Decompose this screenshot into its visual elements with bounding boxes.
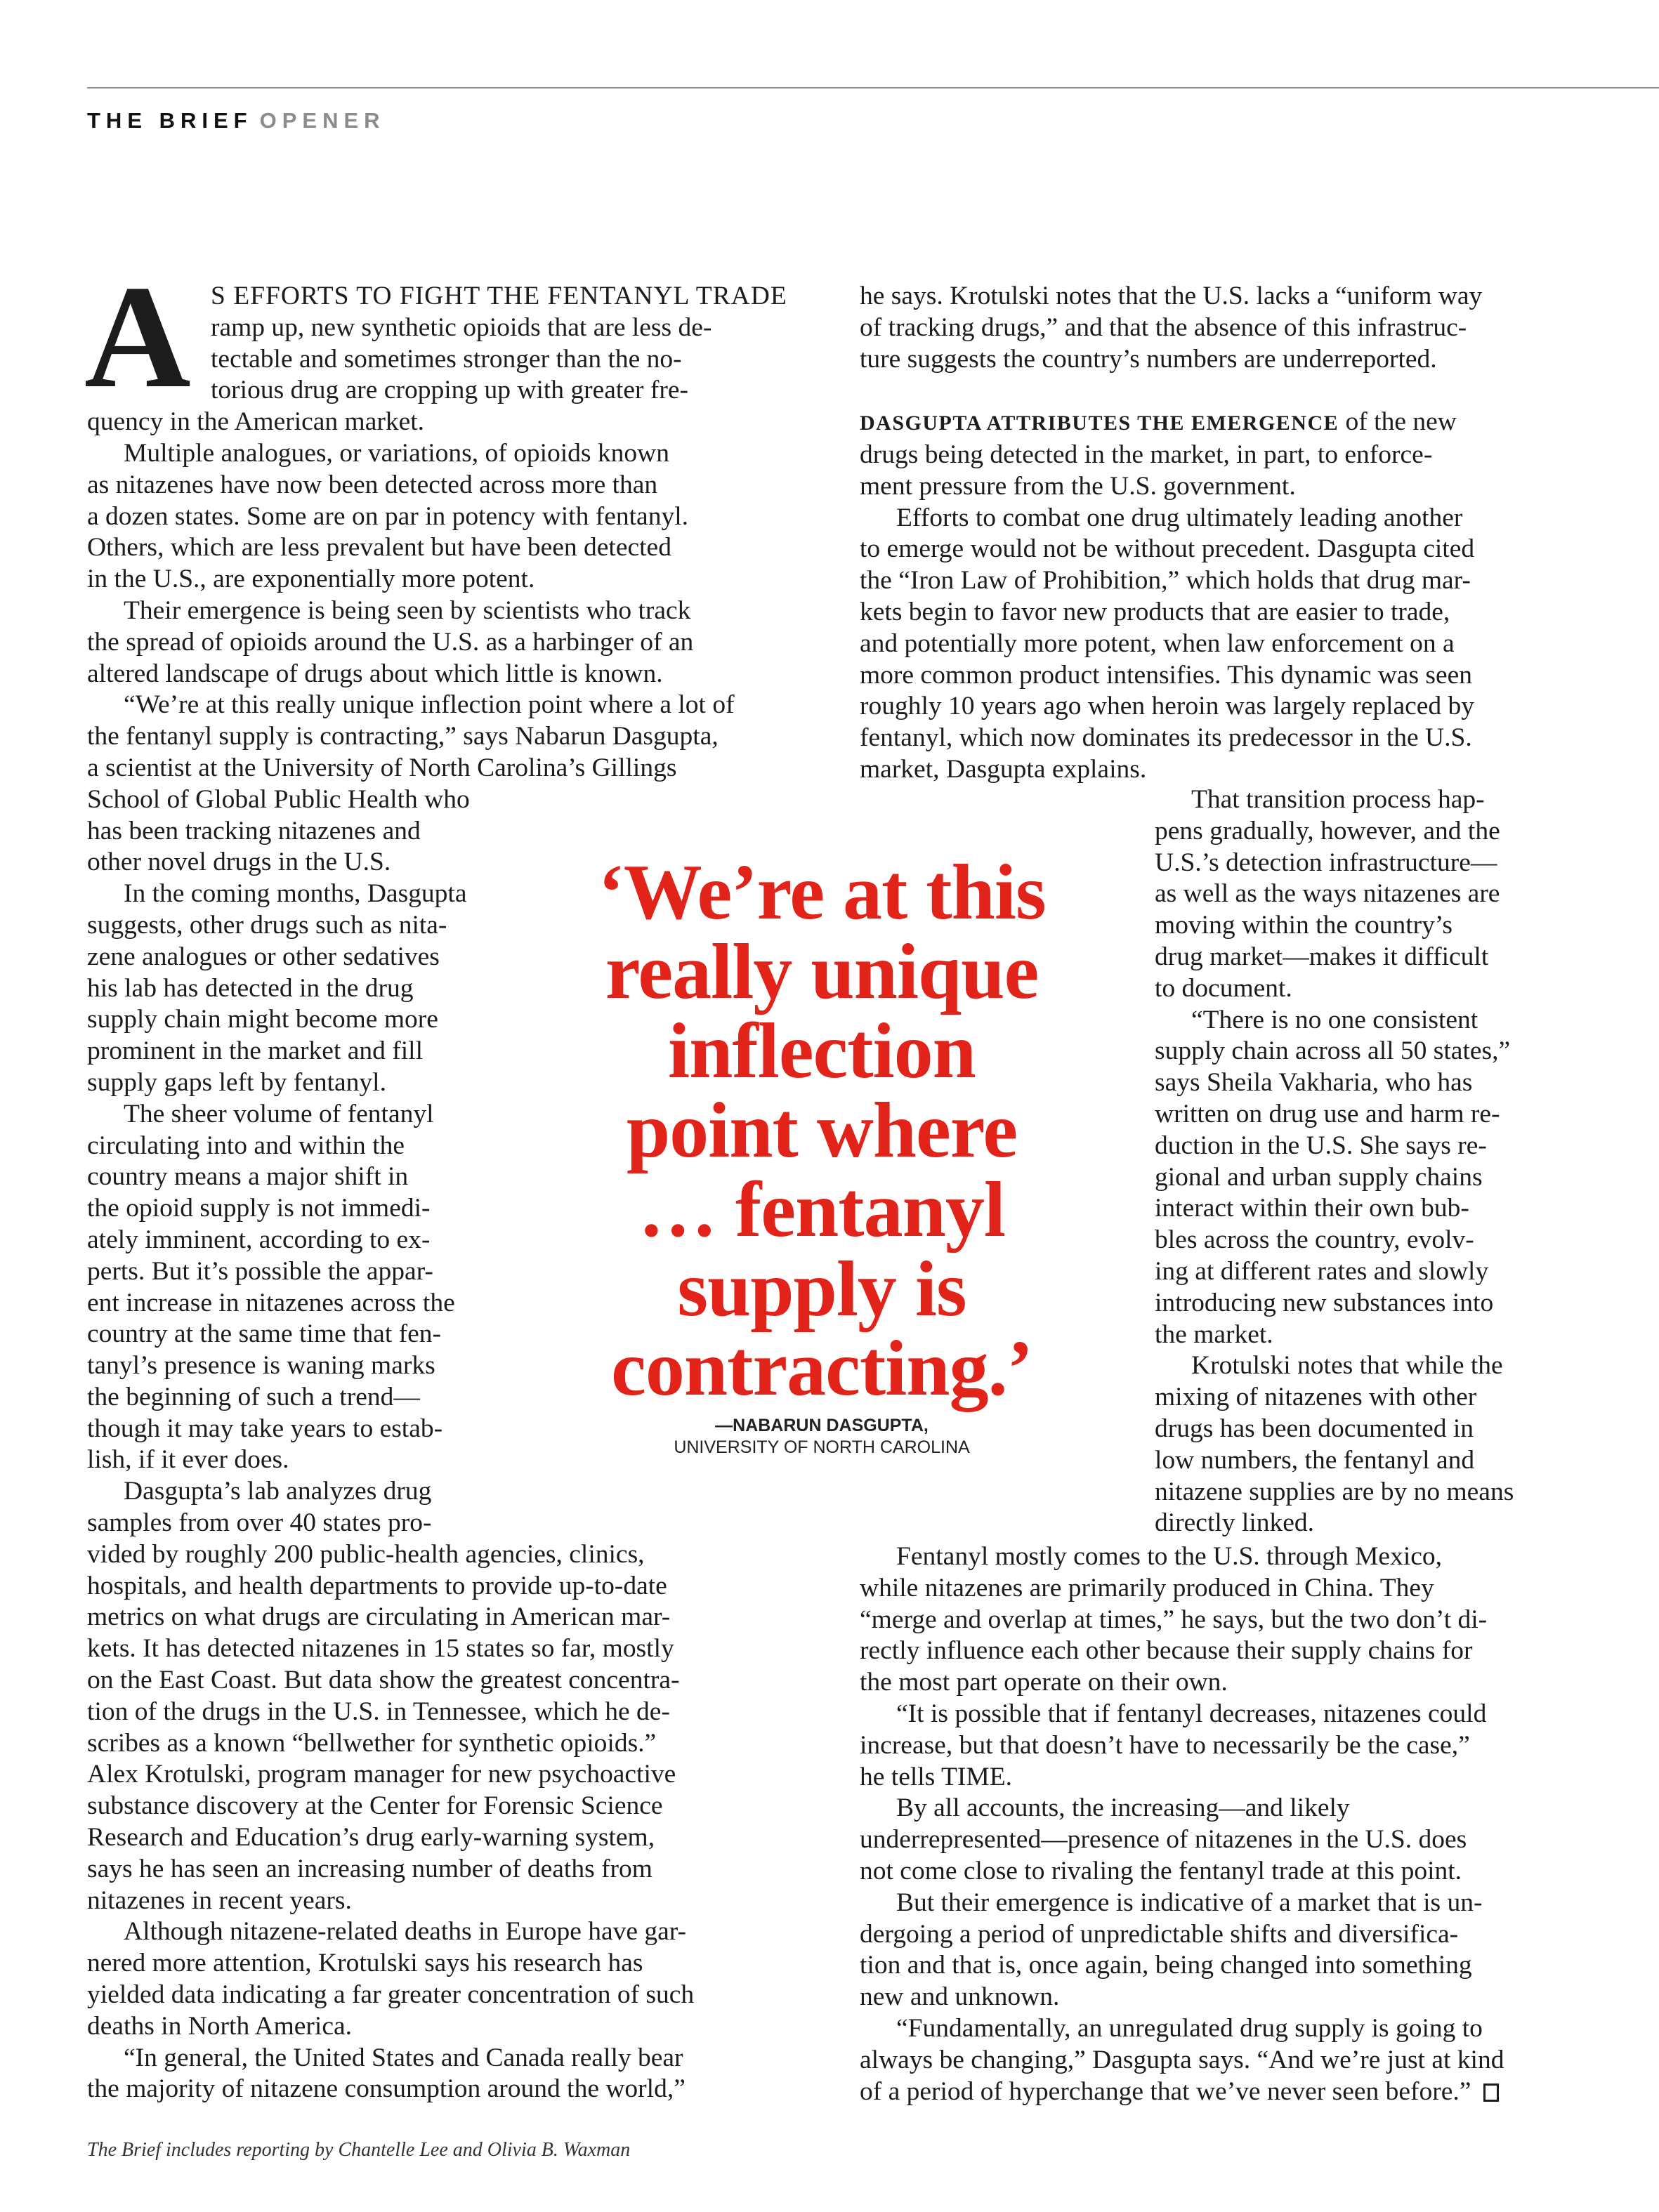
section-subtitle: OPENER xyxy=(259,108,386,133)
pull-quote-line: really unique xyxy=(605,928,1039,1015)
text-line: to document. xyxy=(1155,973,1292,1003)
col2-paragraph-3 xyxy=(860,503,1576,786)
text-line: ramp up, new synthetic opioids that are less de- xyxy=(211,312,712,342)
text-line: in the U.S., are exponentially more potent. xyxy=(87,565,535,594)
col2-paragraph-8 xyxy=(860,2013,1576,2107)
text-line: “It is possible that if fentanyl decreases, nitazenes could xyxy=(896,1699,1487,1728)
end-mark-icon xyxy=(1483,2083,1499,2102)
text-line: the spread of opioids around the U.S. as a harbinger of an xyxy=(87,627,694,657)
text-line: S EFFORTS TO FIGHT THE FENTANYL TRADE xyxy=(211,282,787,310)
text-line: But their emergence is indicative of a market that is un- xyxy=(896,1888,1483,1917)
text-line: tanyl’s presence is waning marks xyxy=(87,1351,435,1381)
section-header xyxy=(87,108,386,133)
text-line: new and unknown. xyxy=(860,1982,1060,2012)
text-line: not come close to rivaling the fentanyl trade at this point. xyxy=(860,1856,1462,1885)
text-line: By all accounts, the increasing—and likely xyxy=(896,1793,1350,1823)
text-line: underrepresented—presence of nitazenes in the U.S. does xyxy=(860,1825,1467,1855)
text-line: “There is no one consistent xyxy=(1191,1005,1478,1034)
text-line: interact within their own bub- xyxy=(1155,1194,1469,1223)
text-line: introducing new substances into xyxy=(1155,1288,1494,1317)
attribution-name: —NABARUN DASGUPTA, xyxy=(715,1416,929,1435)
text-line: circulating into and within the xyxy=(87,1131,405,1160)
text-line: other novel drugs in the U.S. xyxy=(87,848,391,877)
text-line: roughly 10 years ago when heroin was largely replaced by xyxy=(860,692,1475,721)
text-line: drug market—makes it difficult xyxy=(1155,942,1489,971)
text-line: and potentially more potent, when law enforcement on a xyxy=(860,628,1455,658)
text-line: the market. xyxy=(1155,1319,1273,1349)
text-line: Alex Krotulski, program manager for new psychoactive xyxy=(87,1760,676,1789)
pull-quote-line: point where xyxy=(626,1087,1018,1174)
col2-paragraph-1 xyxy=(860,281,1576,375)
text-line: Dasgupta’s lab analyzes drug xyxy=(124,1477,432,1506)
text-line: hospitals, and health departments to provide up-to-date xyxy=(87,1571,667,1600)
text-line: kets begin to favor new products that are easier to trade, xyxy=(860,597,1450,626)
text-line: country at the same time that fen- xyxy=(87,1319,441,1349)
text-line: duction in the U.S. She says re- xyxy=(1155,1131,1487,1160)
text-line: the “Iron Law of Prohibition,” which holds that drug mar- xyxy=(860,566,1471,595)
attribution-affiliation: UNIVERSITY OF NORTH CAROLINA xyxy=(674,1437,970,1457)
text-line: has been tracking nitazenes and xyxy=(87,816,421,845)
text-line: nitazenes in recent years. xyxy=(87,1885,352,1915)
pull-quote-attribution xyxy=(562,1415,1082,1459)
text-line: Others, which are less prevalent but have been detected xyxy=(87,533,671,562)
text-line: mixing of nitazenes with other xyxy=(1155,1383,1477,1412)
text-line: lish, if it ever does. xyxy=(87,1445,289,1475)
text-line: yielded data indicating a far greater concentration of such xyxy=(87,1980,695,2010)
text-line: Krotulski notes that while the xyxy=(1191,1351,1503,1381)
col1-paragraph-8 xyxy=(87,1916,796,2042)
text-line: as well as the ways nitazenes are xyxy=(1155,879,1500,909)
text-line: dergoing a period of unpredictable shifts and diversifica- xyxy=(860,1919,1459,1949)
text-line: quency in the American market. xyxy=(87,407,425,437)
text-line: supply gaps left by fentanyl. xyxy=(87,1067,386,1097)
col1-paragraph-1 xyxy=(87,281,796,438)
text-line: tectable and sometimes stronger than the no- xyxy=(211,344,682,374)
text-line: he tells TIME. xyxy=(860,1762,1012,1791)
text-line: “merge and overlap at times,” he says, but the two don’t di- xyxy=(860,1605,1488,1634)
text-line: drugs has been documented in xyxy=(1155,1414,1474,1443)
text-line: tion of the drugs in the U.S. in Tennessee, which he de- xyxy=(87,1697,670,1726)
text-line: market, Dasgupta explains. xyxy=(860,754,1147,784)
text-line: ately imminent, according to ex- xyxy=(87,1225,431,1254)
text-line: That transition process hap- xyxy=(1191,785,1485,814)
text-line: to emerge would not be without precedent. Dasgupta cited xyxy=(860,534,1475,564)
text-line: samples from over 40 states pro- xyxy=(87,1508,432,1538)
col3-paragraph-1 xyxy=(1155,784,1590,1005)
text-line: School of Global Public Health who xyxy=(87,784,470,814)
pull-quote-line: contracting.’ xyxy=(611,1325,1032,1412)
text-line: bles across the country, evolv- xyxy=(1155,1225,1474,1255)
text-line: “In general, the United States and Canada really bear xyxy=(124,2043,683,2072)
drop-cap: A xyxy=(84,256,191,419)
text-line: the most part operate on their own. xyxy=(860,1668,1228,1697)
text-line: perts. But it’s possible the appar- xyxy=(87,1256,433,1286)
text-line: the beginning of such a trend— xyxy=(87,1382,420,1411)
text-line: moving within the country’s xyxy=(1155,911,1453,940)
reporting-credit: The Brief includes reporting by Chantelle Lee and Olivia B. Waxman xyxy=(87,2139,631,2161)
pull-quote-line: inflection xyxy=(668,1008,976,1095)
run-in-heading: DASGUPTA ATTRIBUTES THE EMERGENCE xyxy=(860,412,1339,435)
col2-paragraph-2 xyxy=(860,407,1576,502)
text-line: the majority of nitazene consumption around the world,” xyxy=(87,2074,686,2104)
text-line: ture suggests the country’s numbers are underreported. xyxy=(860,344,1437,374)
text-line: ing at different rates and slowly xyxy=(1155,1256,1489,1286)
text-line: ent increase in nitazenes across the xyxy=(87,1288,455,1317)
pull-quote-line: supply is xyxy=(677,1246,966,1333)
text-line: of the new xyxy=(1339,407,1457,437)
text-line: directly linked. xyxy=(1155,1508,1315,1538)
text-line: tion and that is, once again, being changed into something xyxy=(860,1951,1472,1980)
text-line: written on drug use and harm re- xyxy=(1155,1099,1500,1128)
text-line: a dozen states. Some are on par in potency with fentanyl. xyxy=(87,501,688,531)
text-line: while nitazenes are primarily produced in China. They xyxy=(860,1573,1434,1602)
text-line: a scientist at the University of North Carolina’s Gillings xyxy=(87,753,677,782)
text-line: U.S.’s detection infrastructure— xyxy=(1155,848,1497,877)
text-line: “We’re at this really unique inflection point where a lot of xyxy=(124,690,735,720)
text-line: says Sheila Vakharia, who has xyxy=(1155,1068,1473,1098)
text-line: supply chain might become more xyxy=(87,1005,438,1034)
col3-paragraph-2 xyxy=(1155,1005,1590,1351)
text-line: deaths in North America. xyxy=(87,2011,352,2041)
text-line: the fentanyl supply is contracting,” says Nabarun Dasgupta, xyxy=(87,722,719,751)
text-line: pens gradually, however, and the xyxy=(1155,816,1500,845)
col2-paragraph-7 xyxy=(860,1888,1576,2013)
text-line: says he has seen an increasing number of deaths from xyxy=(87,1854,653,1883)
text-line: altered landscape of drugs about which little is known. xyxy=(87,659,663,688)
text-line: ment pressure from the U.S. government. xyxy=(860,471,1296,501)
col3-paragraph-3 xyxy=(1155,1350,1590,1539)
text-line: kets. It has detected nitazenes in 15 states so far, mostly xyxy=(87,1634,674,1664)
text-line: drugs being detected in the market, in part, to enforce- xyxy=(860,440,1433,469)
text-line: Although nitazene-related deaths in Europe have gar- xyxy=(124,1917,686,1947)
text-line: Their emergence is being seen by scientists who track xyxy=(124,595,691,625)
text-line: scribes as a known “bellwether for synthetic opioids.” xyxy=(87,1728,657,1758)
text-line: vided by roughly 200 public-health agencies, clinics, xyxy=(87,1539,645,1569)
text-line: Multiple analogues, or variations, of opioids known xyxy=(124,438,669,468)
text-line: torious drug are cropping up with greater fre- xyxy=(211,376,688,405)
pull-quote-line: … fentanyl xyxy=(638,1166,1005,1253)
text-line: though it may take years to estab- xyxy=(87,1414,443,1443)
text-line: Research and Education’s drug early-warning system, xyxy=(87,1823,655,1852)
col1-paragraph-9 xyxy=(87,2043,796,2106)
article-column-2-bottom xyxy=(860,1541,1576,2107)
col2-paragraph-6 xyxy=(860,1793,1576,1887)
text-line: “Fundamentally, an unregulated drug supply is going to xyxy=(896,2013,1483,2043)
text-line: country means a major shift in xyxy=(87,1162,409,1192)
text-line: always be changing,” Dasgupta says. “And we’re just at kind xyxy=(860,2045,1504,2074)
col2-paragraph-5 xyxy=(860,1699,1576,1793)
col1-paragraph-7 xyxy=(87,1476,796,1916)
pull-quote-line: ‘We’re at this xyxy=(598,849,1046,936)
text-line: the opioid supply is not immedi- xyxy=(87,1194,431,1223)
section-title: THE BRIEF xyxy=(87,108,253,133)
text-line: low numbers, the fentanyl and xyxy=(1155,1445,1475,1475)
text-line: his lab has detected in the drug xyxy=(87,973,414,1003)
text-line: of tracking drugs,” and that the absence of this infrastruc- xyxy=(860,312,1467,342)
text-line: more common product intensifies. This dynamic was seen xyxy=(860,660,1473,690)
text-line: The sheer volume of fentanyl xyxy=(124,1099,434,1128)
pull-quote xyxy=(562,849,1082,1412)
text-line: he says. Krotulski notes that the U.S. lacks a “uniform way xyxy=(860,282,1483,310)
text-line: zene analogues or other sedatives xyxy=(87,942,440,971)
article-column-2-top xyxy=(860,281,1576,786)
text-line: fentanyl, which now dominates its predecessor in the U.S. xyxy=(860,723,1472,753)
text-line: metrics on what drugs are circulating in American mar- xyxy=(87,1602,671,1632)
article-column-3 xyxy=(1155,784,1590,1539)
text-line: gional and urban supply chains xyxy=(1155,1162,1483,1192)
text-line: Fentanyl mostly comes to the U.S. through Mexico, xyxy=(896,1542,1443,1571)
text-line: nered more attention, Krotulski says his research has xyxy=(87,1949,643,1978)
text-line: In the coming months, Dasgupta xyxy=(124,879,467,909)
col1-paragraph-3 xyxy=(87,595,796,690)
col2-paragraph-4 xyxy=(860,1541,1576,1699)
text-line: supply chain across all 50 states,” xyxy=(1155,1036,1511,1066)
header-rule xyxy=(87,87,1659,88)
text-line: substance discovery at the Center for Forensic Science xyxy=(87,1791,663,1821)
text-line: of a period of hyperchange that we’ve never seen before.” xyxy=(860,2076,1471,2106)
text-line: as nitazenes have now been detected across more than xyxy=(87,470,658,499)
text-line: nitazene supplies are by no means xyxy=(1155,1477,1514,1506)
text-line: prominent in the market and fill xyxy=(87,1036,423,1066)
text-line: on the East Coast. But data show the greatest concentra- xyxy=(87,1666,680,1695)
text-line: suggests, other drugs such as nita- xyxy=(87,910,447,940)
text-line: Efforts to combat one drug ultimately leading another xyxy=(896,503,1463,532)
text-line: increase, but that doesn’t have to necessarily be the case,” xyxy=(860,1730,1470,1760)
text-line: rectly influence each other because their supply chains for xyxy=(860,1636,1473,1666)
col1-paragraph-2 xyxy=(87,438,796,595)
